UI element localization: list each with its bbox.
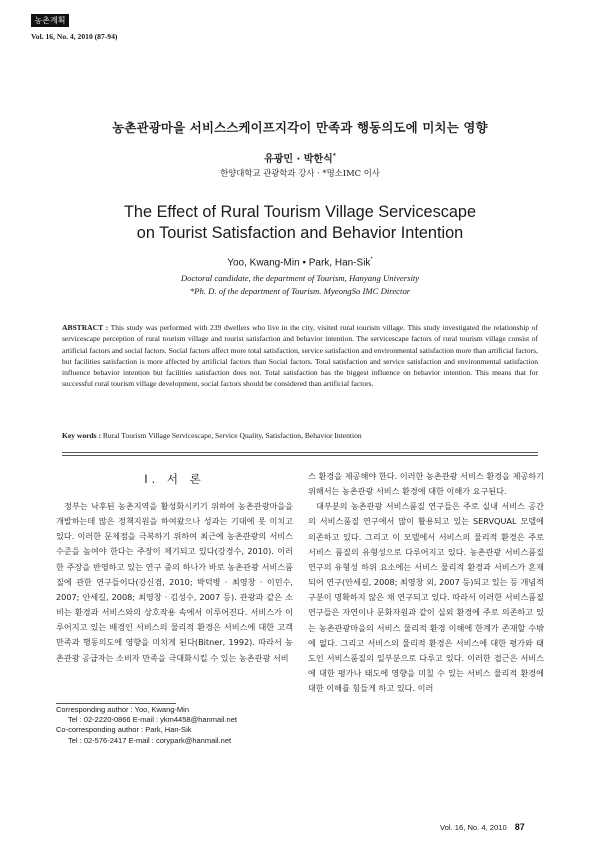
footnote-line: Tel : 02-576-2417 E-mail : corypark@hanmail.net: [68, 735, 232, 745]
keywords-text: Rural Tourism Village Servicescape, Service Quality, Satisfaction, Behavior Intention: [102, 431, 362, 440]
authors-english-mark: *: [370, 257, 373, 263]
affiliation-korean: 한양대학교 관광학과 강사 · *명소IMC 이사: [220, 168, 380, 178]
footnote-rule: [56, 703, 176, 704]
affiliation-english-line2: *Ph. D. of the department of Tourism. MyeongSo IMC Director: [189, 286, 411, 296]
body-paragraph: 대부분의 농촌관광 서비스품질 연구들은 주로 실내 서비스 공간의 서비스품질 연구에서 많이 활용되고 있는 SERVQUAL 모델에 의존하고 있다. 그리고 이 모델에서 서비스의 물리적 환경은 주로 서비스 품질의 유형성으로 다루어지고 있다. 농촌관광 서비스품질 연구의 유형성 하위 요소에는 서비스 물리적 환경과 서비스가 혼재되어 연구(안세길, 2008; 최영창 외, 2007 등)되고 있는 등 개념적 구분이 명확하지 않은 채 연구되고 있다. 따라서 이러한 서비스품질 연구들은 자연이나 문화자원과 같이 실외 환경에 주로 의존하고 있는 농촌관광마을의 서비스 물리적 환경 이해에 한계가 존재할 수밖에 없다. 그리고 서비스의 물리적 환경은 서비스에 대한 평가와 태도인 서비스품질의 일부분으로 다루고 있다. 이러한 접근은 서비스에 대한 평가나 태도에 영향을 미칠 수 있는 서비스 물리적 환경에 대한 이해를 힘들게 하고 있다. 이러: [308, 501, 544, 694]
section-heading: I. 서 론: [144, 472, 205, 486]
title-english-line1: The Effect of Rural Tourism Village Servicescape: [123, 203, 477, 221]
keywords: [62, 431, 542, 440]
page-footer-volume: Vol. 16, No. 4, 2010: [440, 823, 507, 832]
page-number: 87: [514, 822, 525, 832]
footnote-line: Tel : 02-2220-0866 E-mail : ykm4458@hanmail.net: [68, 715, 237, 725]
footnote: [56, 705, 296, 746]
abstract-text: This study was performed with 239 dwellers who live in the city, visited rural tourism village. This study investigated the relationship of servicescape perception of rural tourism village and tourist satisfaction and behavior intention. The servicescape factors of rural tourism village consist of artificial factors and social factors. Social factors affect more total satisfaction, service satisfaction and environmental satisfaction more than artificial factors, but facilities satisfaction is more affected by artificial factors than Social factors. Total satisfaction and service satisfaction and environmental satisfaction influence behavior intention but facilities satisfaction does not. Total satisfaction has the biggest influence on behavior intention. This means that for successful rural tourism village development, social factors should be considered than artificial factors.: [62, 323, 538, 389]
divider-bottom: [62, 455, 538, 456]
abstract: [62, 322, 538, 390]
abstract-label: ABSTRACT :: [62, 323, 109, 332]
footnote-line: Corresponding author : Yoo, Kwang-Min: [56, 705, 190, 714]
title-korean: 농촌관광마을 서비스스케이프지각이 만족과 행동의도에 미치는 영향: [112, 120, 488, 135]
footnote-line: Co-corresponding author : Park, Han-Sik: [56, 725, 192, 735]
page-footer: [440, 822, 525, 832]
title-english: [0, 202, 600, 244]
body-column-right: [308, 469, 544, 696]
journal-tag: 농촌계획: [31, 14, 69, 27]
authors-korean: [0, 150, 600, 165]
authors-english: [0, 257, 600, 268]
volume-line: Vol. 16, No. 4, 2010 (87-94): [31, 32, 118, 41]
title-english-line2: on Tourist Satisfaction and Behavior Intention: [136, 224, 464, 242]
keywords-label: Key words :: [62, 431, 101, 440]
affiliation-english: [0, 272, 600, 298]
body-column-left: [56, 499, 293, 666]
authors-english-names: Yoo, Kwang-Min • Park, Han-Sik: [227, 257, 371, 269]
authors-korean-names: 유광민 · 박한식: [264, 154, 333, 165]
authors-korean-mark: *: [332, 152, 336, 160]
body-paragraph: 정부는 낙후된 농촌지역을 활성화시키기 위하여 농촌관광마을을 개발하는데 많은 정책지원을 하여왔으나 성과는 기대에 못 미치고 있다. 이러한 문제점을 극복하기 위하여 최근에 농촌관광의 서비스 수준을 높여야 한다는 주장이 제기되고 있다(강경수, 2010). 이러한 주장을 반영하고 있는 연구 중의 하나가 바로 농촌관광 서비스품질에 관한 연구들이다(강신겸, 2010; 박덕병 · 최영창 · 이민수, 2007; 안세길, 2008; 최영창 · 김성수, 2007 등). 관광과 같은 소비는 환경과 서비스와의 상호작용 속에서 이루어진다. 서비스가 이루어지고 있는 배경인 서비스의 물리적 환경은 서비스에 대한 고객 만족과 행동의도에 영향을 미치게 된다(Bitner, 1992). 따라서 농촌관광 공급자는 소비자 만족을 극대화시킬 수 있는 농촌관광 서비: [56, 501, 293, 663]
affiliation-english-line1: Doctoral candidate, the department of Tourism, Hanyang University: [180, 273, 420, 283]
divider-top: [62, 452, 538, 453]
body-paragraph: 스 환경을 제공해야 한다. 이러한 농촌관광 서비스 환경을 제공하기 위해서는 농촌관광 서비스 환경에 대한 이해가 요구된다.: [308, 471, 544, 497]
